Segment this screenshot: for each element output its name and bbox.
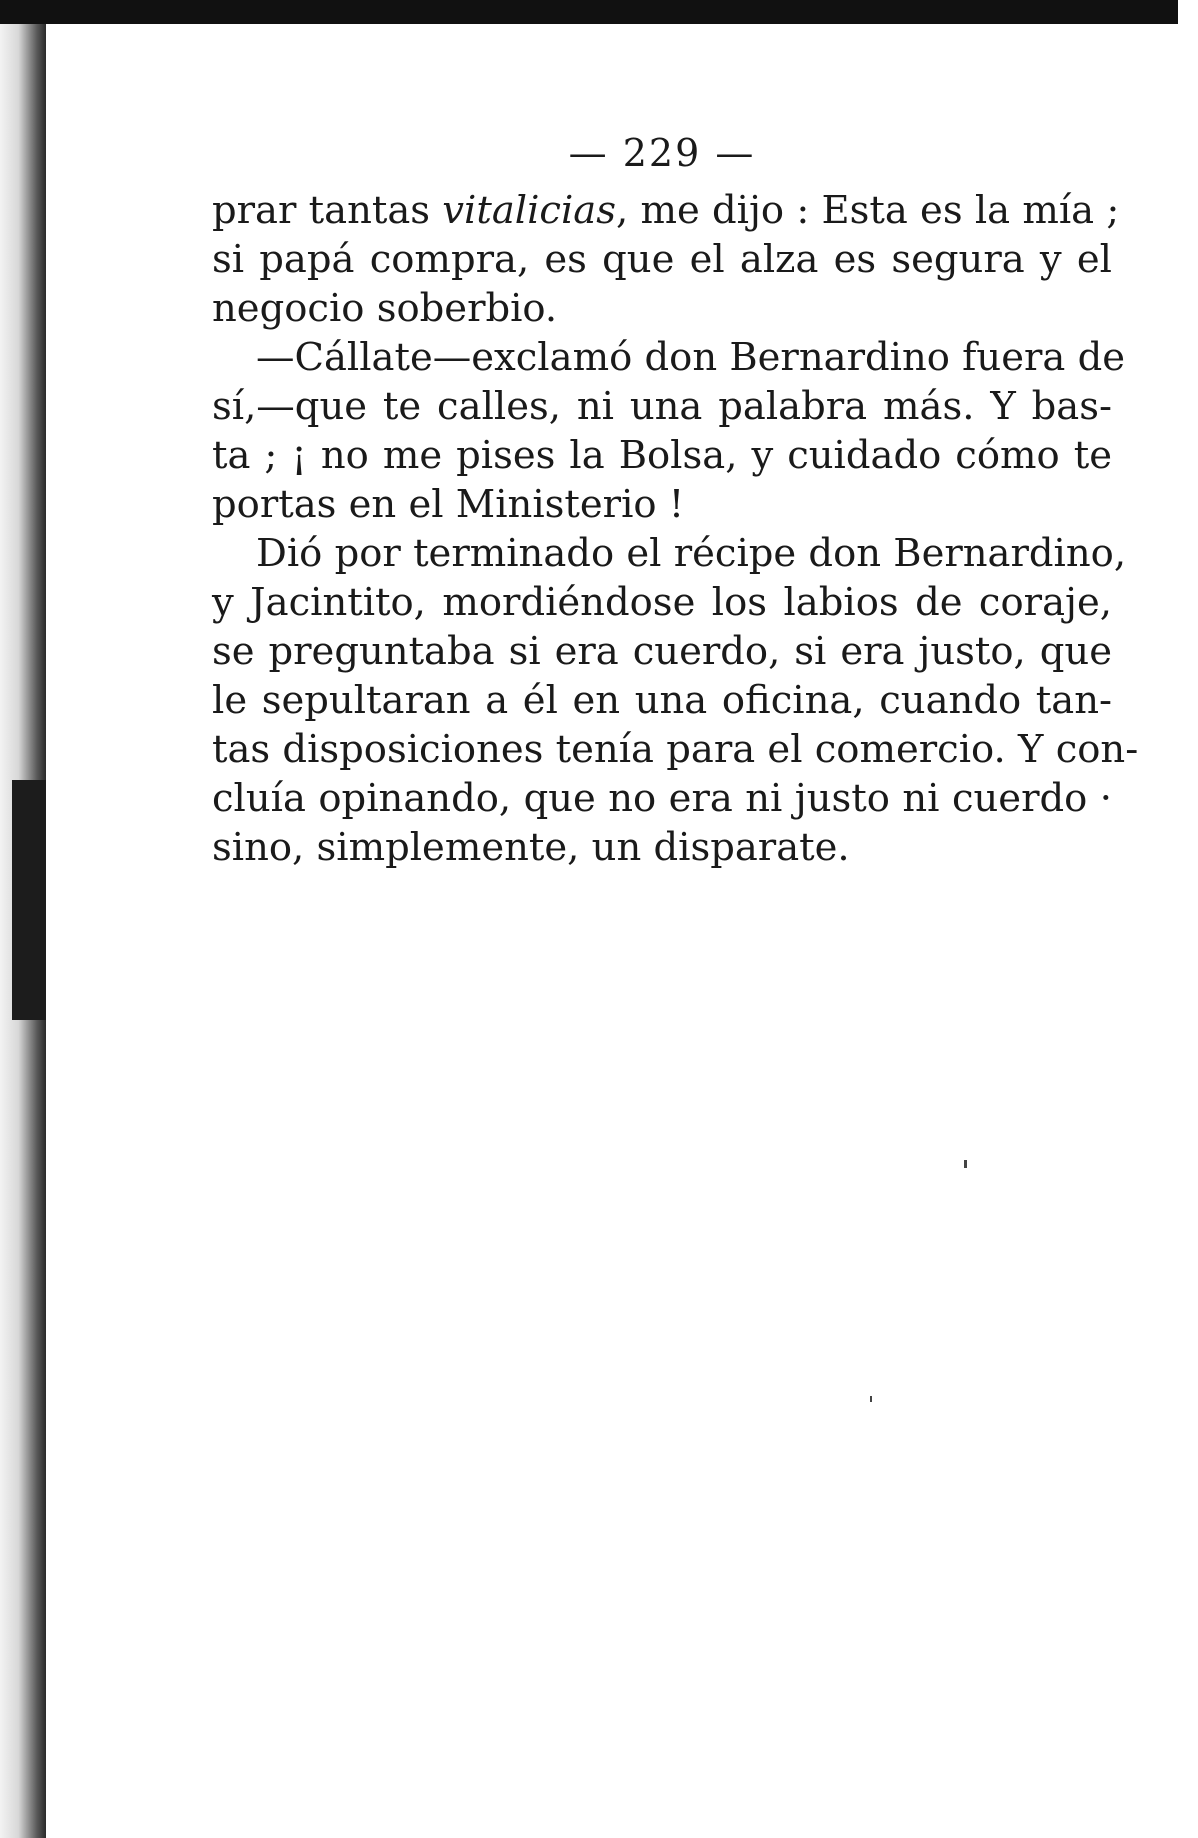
scan-top-border bbox=[0, 0, 1178, 24]
text-run: negocio soberbio. bbox=[212, 286, 558, 331]
text-line bbox=[212, 725, 1139, 774]
text-run: le sepultaran a él en una oficina, cuando tan- bbox=[212, 678, 1112, 723]
text-line bbox=[212, 382, 1112, 431]
text-line bbox=[212, 676, 1112, 725]
page-body bbox=[212, 130, 1139, 872]
text-run: se preguntaba si era cuerdo, si era justo, que bbox=[212, 629, 1112, 674]
text-run: sí,—que te calles, ni una palabra más. Y bas- bbox=[212, 384, 1112, 429]
text-run: y Jacintito, mordiéndose los labios de coraje, bbox=[212, 580, 1112, 625]
text-line bbox=[212, 578, 1112, 627]
text-run: si papá compra, es que el alza es segura y el bbox=[212, 237, 1112, 282]
paragraphs bbox=[212, 186, 1139, 872]
text-line bbox=[212, 431, 1112, 480]
scan-speck bbox=[964, 1160, 967, 1168]
text-line bbox=[212, 480, 1112, 529]
text-run: prar tantas bbox=[212, 188, 443, 233]
italic-text: vitalicias bbox=[442, 188, 616, 233]
text-line bbox=[212, 235, 1112, 284]
text-run: ta ; ¡ no me pises la Bolsa, y cuidado cómo te bbox=[212, 433, 1112, 478]
text-run: cluía opinando, que no era ni justo ni cuerdo · bbox=[212, 776, 1112, 821]
text-line bbox=[212, 333, 1126, 382]
text-run: tas disposiciones tenía para el comercio. Y con- bbox=[212, 727, 1139, 772]
paragraph bbox=[212, 333, 1126, 529]
text-line bbox=[212, 284, 1112, 333]
text-line bbox=[212, 823, 1112, 872]
text-run: —Cállate—exclamó don Bernardino fuera de bbox=[256, 335, 1126, 380]
paragraph bbox=[212, 529, 1139, 872]
text-line bbox=[212, 186, 1120, 235]
scan-left-spine-shadow bbox=[12, 780, 46, 1020]
text-line bbox=[212, 529, 1127, 578]
text-run: portas en el Ministerio ! bbox=[212, 482, 685, 527]
scan-speck bbox=[870, 1396, 872, 1402]
text-run: , me dijo : Esta es la mía ; bbox=[616, 188, 1120, 233]
paragraph bbox=[212, 186, 1120, 333]
page-number: — 229 — bbox=[568, 131, 756, 175]
text-run: Dió por terminado el récipe don Bernardino, bbox=[256, 531, 1127, 576]
text-line bbox=[212, 627, 1112, 676]
text-run: sino, simplemente, un disparate. bbox=[212, 825, 850, 870]
text-line bbox=[212, 774, 1112, 823]
